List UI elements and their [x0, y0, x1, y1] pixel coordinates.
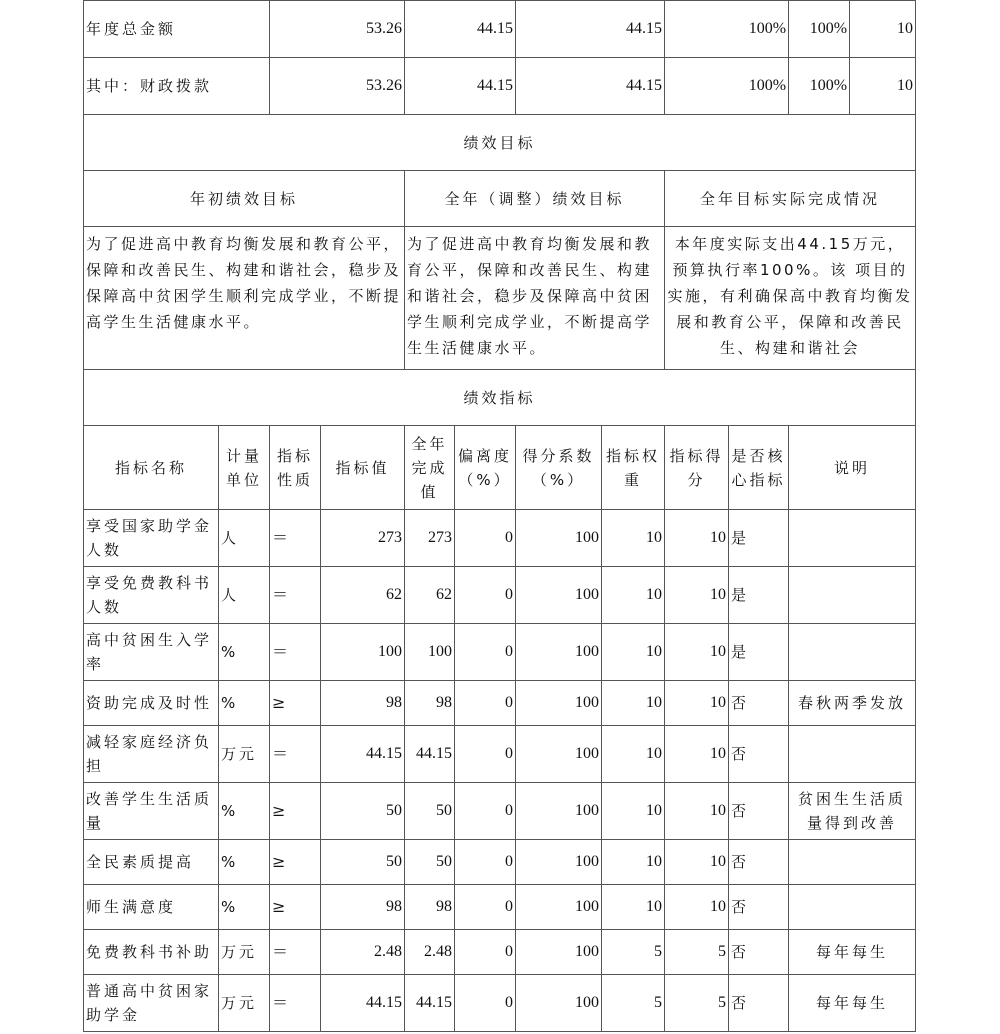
indicator-actual: 44.15: [405, 726, 455, 783]
indicator-core: 否: [729, 930, 789, 975]
header-target: 指标值: [321, 426, 405, 510]
indicator-actual: 62: [405, 567, 455, 624]
indicator-unit: 万元: [219, 726, 270, 783]
indicator-name: 高中贫困生入学率: [84, 624, 219, 681]
indicator-score: 10: [665, 624, 729, 681]
indicator-note: [789, 510, 916, 567]
indicator-name: 享受国家助学金人数: [84, 510, 219, 567]
header-score: 指标得分: [665, 426, 729, 510]
indicator-unit: %: [219, 624, 270, 681]
indicator-score: 10: [665, 726, 729, 783]
indicator-note: [789, 885, 916, 930]
indicator-target: 273: [321, 510, 405, 567]
indicator-name: 享受免费教科书人数: [84, 567, 219, 624]
indicator-row: [84, 726, 916, 783]
indicator-core: 否: [729, 975, 789, 1032]
indicator-weight: 10: [602, 567, 665, 624]
indicator-name: 改善学生生活质量: [84, 783, 219, 840]
indicator-target: 62: [321, 567, 405, 624]
indicator-weight: 10: [602, 840, 665, 885]
indicator-target: 98: [321, 681, 405, 726]
indicator-target: 50: [321, 840, 405, 885]
header-weight: 指标权重: [602, 426, 665, 510]
indicator-actual: 50: [405, 840, 455, 885]
indicator-row: [84, 975, 916, 1032]
indicator-note: 春秋两季发放: [789, 681, 916, 726]
budget-score: 10: [897, 77, 914, 94]
indicator-score: 10: [665, 681, 729, 726]
indicator-score: 10: [665, 840, 729, 885]
indicator-row: [84, 840, 916, 885]
score-rate: 100%: [789, 58, 850, 114]
indicator-actual: 2.48: [405, 930, 455, 975]
indicator-name: 减轻家庭经济负担: [84, 726, 219, 783]
indicator-nature: ＝: [270, 510, 321, 567]
indicator-coef: 100: [516, 510, 602, 567]
indicator-header-row: [84, 426, 916, 510]
indicator-weight: 10: [602, 885, 665, 930]
indicator-target: 98: [321, 885, 405, 930]
indicator-deviation: 0: [455, 975, 516, 1032]
indicator-nature: ＝: [270, 567, 321, 624]
budget-row-total: [84, 1, 916, 58]
indicator-row: [84, 567, 916, 624]
indicator-actual: 44.15: [405, 975, 455, 1032]
indicator-deviation: 0: [455, 681, 516, 726]
indicator-deviation: 0: [455, 624, 516, 681]
indicator-nature: ≥: [270, 681, 321, 726]
indicator-target: 100: [321, 624, 405, 681]
indicator-target: 44.15: [321, 975, 405, 1032]
performance-report-sheet: [83, 0, 915, 1032]
indicator-core: 否: [729, 726, 789, 783]
indicator-core: 是: [729, 624, 789, 681]
indicator-target: 44.15: [321, 726, 405, 783]
indicator-core: 否: [729, 783, 789, 840]
indicator-deviation: 0: [455, 840, 516, 885]
indicator-deviation: 0: [455, 567, 516, 624]
indicator-nature: ＝: [270, 975, 321, 1032]
indicator-coef: 100: [516, 975, 602, 1032]
indicator-weight: 10: [602, 681, 665, 726]
indicator-weight: 5: [602, 930, 665, 975]
indicator-coef: 100: [516, 567, 602, 624]
header-deviation: 偏离度（%）: [455, 426, 516, 510]
indicator-unit: 万元: [219, 930, 270, 975]
indicator-row: [84, 885, 916, 930]
indicator-deviation: 0: [455, 930, 516, 975]
indicator-weight: 10: [602, 624, 665, 681]
execution-rate: 100%: [665, 1, 789, 58]
header-actual: 全年完成值: [405, 426, 455, 510]
indicator-name: 资助完成及时性: [84, 681, 219, 726]
actual-completion-header: 全年目标实际完成情况: [665, 171, 916, 227]
indicator-note: [789, 726, 916, 783]
indicator-core: 否: [729, 840, 789, 885]
indicator-core: 是: [729, 510, 789, 567]
indicator-name: 师生满意度: [84, 885, 219, 930]
score-rate: 100%: [789, 1, 850, 57]
indicator-unit: %: [219, 840, 270, 885]
indicator-nature: ≥: [270, 885, 321, 930]
full-year-budget: 44.15: [405, 58, 516, 115]
annual-budget: 53.26: [270, 1, 405, 58]
header-coef: 得分系数（%）: [516, 426, 602, 510]
indicator-weight: 10: [602, 726, 665, 783]
indicator-deviation: 0: [455, 726, 516, 783]
initial-goal-header: 年初绩效目标: [84, 171, 405, 227]
indicator-target: 50: [321, 783, 405, 840]
indicator-core: 否: [729, 885, 789, 930]
indicator-row: [84, 681, 916, 726]
indicator-row: [84, 510, 916, 567]
goals-section-title: 绩效目标: [84, 115, 916, 171]
indicator-actual: 273: [405, 510, 455, 567]
indicator-name: 免费教科书补助: [84, 930, 219, 975]
indicator-weight: 5: [602, 975, 665, 1032]
indicator-note: [789, 840, 916, 885]
indicator-score: 10: [665, 783, 729, 840]
indicator-coef: 100: [516, 783, 602, 840]
indicator-target: 2.48: [321, 930, 405, 975]
indicator-nature: ≥: [270, 783, 321, 840]
indicator-unit: 人: [219, 510, 270, 567]
indicator-score: 10: [665, 510, 729, 567]
indicator-unit: %: [219, 681, 270, 726]
indicator-unit: %: [219, 783, 270, 840]
indicator-unit: 人: [219, 567, 270, 624]
indicator-unit: 万元: [219, 975, 270, 1032]
full-year-budget: 44.15: [405, 1, 516, 58]
header-name: 指标名称: [84, 426, 219, 510]
indicator-score: 10: [665, 885, 729, 930]
header-unit: 计量单位: [219, 426, 270, 510]
indicator-actual: 98: [405, 681, 455, 726]
indicator-nature: ＝: [270, 624, 321, 681]
indicator-note: [789, 624, 916, 681]
indicator-weight: 10: [602, 510, 665, 567]
indicator-note: [789, 567, 916, 624]
indicator-weight: 10: [602, 783, 665, 840]
indicator-nature: ＝: [270, 726, 321, 783]
initial-goal-text: 为了促进高中教育均衡发展和教育公平，保障和改善民生、构建和谐社会，稳步及保障高中贫困学生顺利完成学业，不断提高学生生活健康水平。: [84, 227, 405, 370]
indicator-nature: ＝: [270, 930, 321, 975]
indicator-note: 每年每生: [789, 975, 916, 1032]
indicator-note: 每年每生: [789, 930, 916, 975]
indicator-coef: 100: [516, 930, 602, 975]
header-nature: 指标性质: [270, 426, 321, 510]
indicator-deviation: 0: [455, 510, 516, 567]
executed-amount: 44.15: [516, 1, 665, 58]
indicator-coef: 100: [516, 726, 602, 783]
indicators-section-title: 绩效指标: [84, 370, 916, 426]
indicator-name: 全民素质提高: [84, 840, 219, 885]
indicator-unit: %: [219, 885, 270, 930]
indicator-score: 5: [665, 975, 729, 1032]
performance-table: [83, 0, 916, 1032]
header-core: 是否核心指标: [729, 426, 789, 510]
indicator-row: [84, 930, 916, 975]
budget-row-fiscal: [84, 58, 916, 115]
header-note: 说明: [789, 426, 916, 510]
indicator-coef: 100: [516, 840, 602, 885]
adjusted-goal-header: 全年（调整）绩效目标: [405, 171, 665, 227]
indicator-actual: 98: [405, 885, 455, 930]
indicator-core: 否: [729, 681, 789, 726]
indicator-name: 普通高中贫困家助学金: [84, 975, 219, 1032]
indicator-note: 贫困生生活质量得到改善: [789, 783, 916, 840]
budget-label: 其中：财政拨款: [84, 58, 270, 115]
indicator-score: 5: [665, 930, 729, 975]
indicator-coef: 100: [516, 885, 602, 930]
indicator-coef: 100: [516, 681, 602, 726]
indicator-deviation: 0: [455, 783, 516, 840]
indicator-row: [84, 624, 916, 681]
execution-rate: 100%: [665, 58, 789, 115]
annual-budget: 53.26: [270, 58, 405, 115]
budget-score: 10: [897, 20, 914, 37]
executed-amount: 44.15: [516, 58, 665, 115]
indicator-nature: ≥: [270, 840, 321, 885]
indicator-row: [84, 783, 916, 840]
budget-label: 年度总金额: [84, 1, 270, 58]
adjusted-goal-text: 为了促进高中教育均衡发展和教育公平，保障和改善民生、构建和谐社会，稳步及保障高中贫困学生顺利完成学业，不断提高学生生活健康水平。: [405, 227, 665, 370]
indicator-actual: 100: [405, 624, 455, 681]
indicator-score: 10: [665, 567, 729, 624]
indicator-coef: 100: [516, 624, 602, 681]
indicator-core: 是: [729, 567, 789, 624]
actual-completion-text: 本年度实际支出44.15万元，预算执行率100%。该 项目的实施，有利确保高中教育均衡发展和教育公平，保障和改善民生、构建和谐社会: [665, 227, 916, 370]
indicator-actual: 50: [405, 783, 455, 840]
indicator-deviation: 0: [455, 885, 516, 930]
